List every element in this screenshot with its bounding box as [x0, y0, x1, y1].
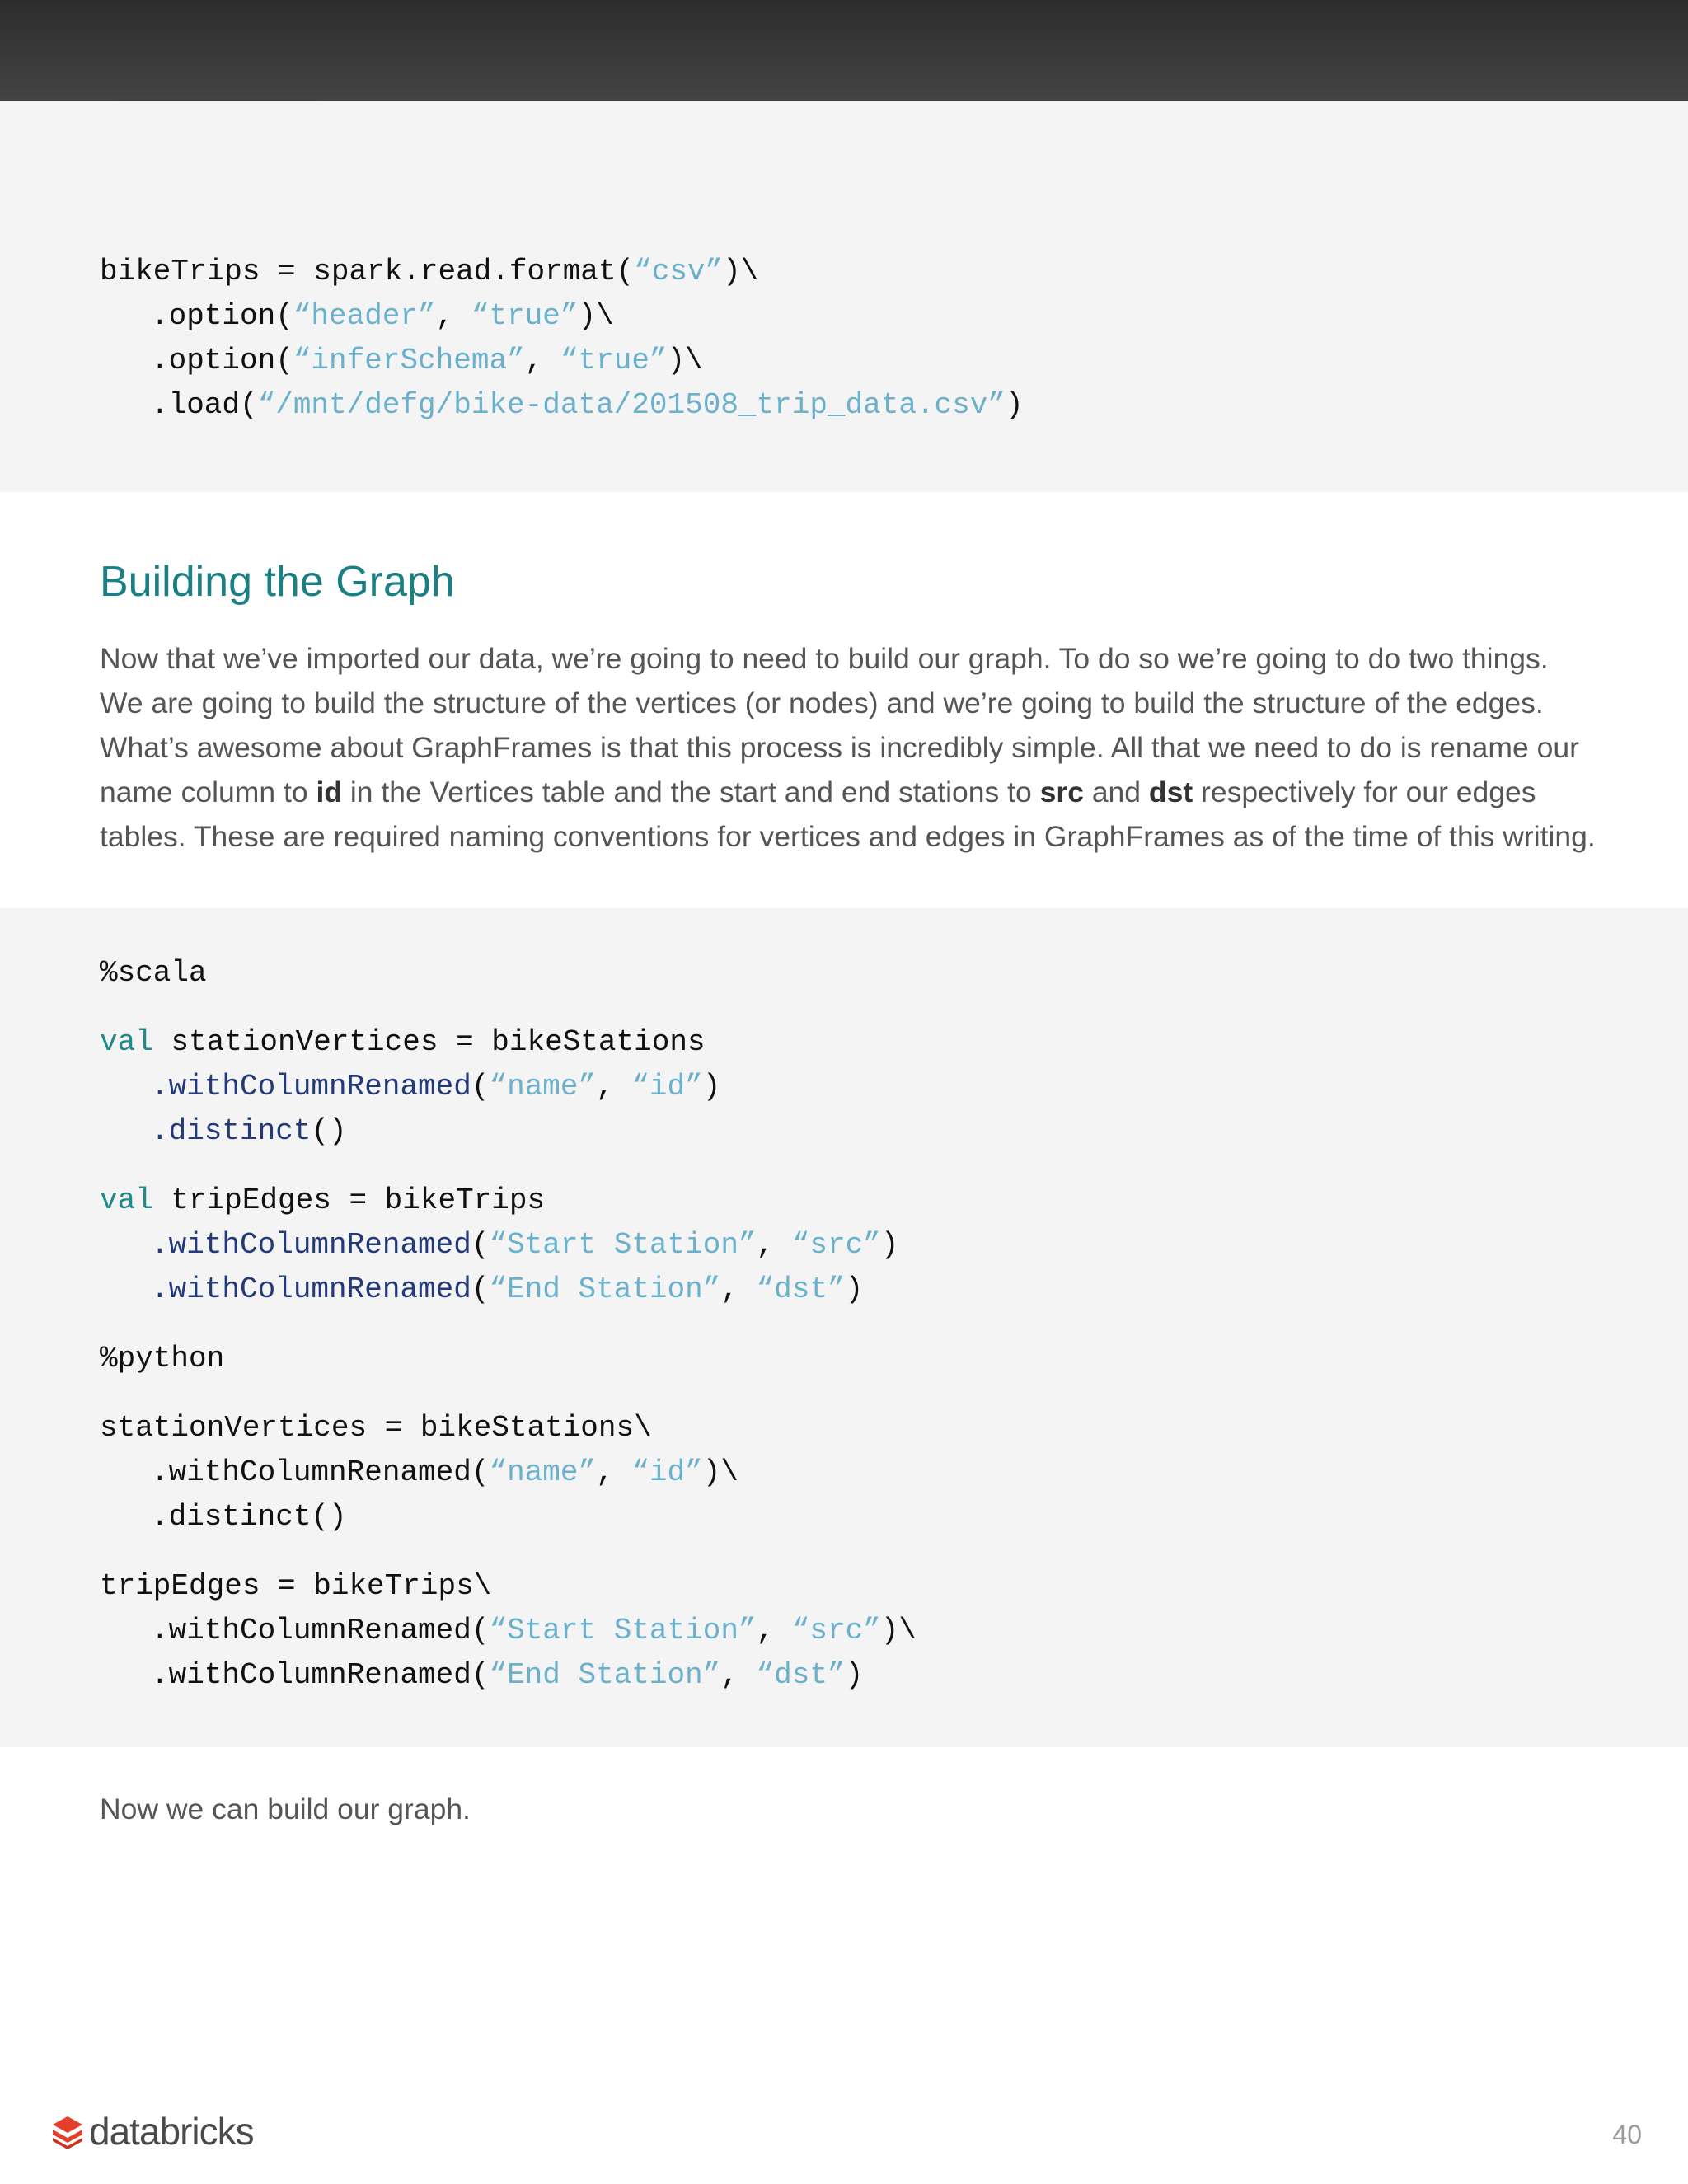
code-line: .withColumnRenamed(“End Station”, “dst”) [151, 1658, 864, 1692]
scala-magic: %scala [100, 956, 207, 990]
top-banner [0, 0, 1688, 101]
page-number: 40 [1612, 2120, 1642, 2149]
databricks-logo [49, 2110, 254, 2153]
python-magic: %python [100, 1342, 225, 1376]
code-panel-graph [0, 908, 1688, 1747]
code-line: stationVertices = bikeStations\ [100, 1411, 652, 1445]
code-line: .withColumnRenamed(“name”, “id”)\ [151, 1455, 738, 1489]
code-line: val stationVertices = bikeStations [100, 1025, 706, 1059]
section-paragraph: Now that we’ve imported our data, we’re going to need to build our graph. To do so we’re going to do two things. We are going to build the structure of the vertices (or nodes) and we’re going to build the structure of the edges. What’s awesome about GraphFrames is that this process is incredibly simple. All that we need to do is rename our name column to id in the Vertices table and the start and end stations to src and dst respectively for our edges tables. These are required naming conventions for vertices and edges in GraphFrames as of the time of this writing. [100, 642, 1596, 853]
code-line: bikeTrips = spark.read.format(“csv”)\ [100, 255, 759, 288]
section-heading: Building the Graph [100, 558, 455, 606]
code-line: .option(“header”, “true”)\ [151, 299, 614, 333]
code-line: .option(“inferSchema”, “true”)\ [151, 344, 703, 377]
code-panel-load [0, 101, 1688, 492]
code-block-load [100, 250, 1024, 428]
code-line: tripEdges = bikeTrips\ [100, 1569, 492, 1603]
code-line: .withColumnRenamed(“name”, “id”) [151, 1070, 721, 1104]
code-line: .withColumnRenamed(“Start Station”, “src”)\ [151, 1614, 917, 1647]
code-line: val tripEdges = bikeTrips [100, 1183, 546, 1217]
closing-text: Now we can build our graph. [100, 1793, 471, 1825]
databricks-logo-icon [49, 2113, 86, 2149]
logo-text: databricks [89, 2110, 254, 2153]
code-block-graph [100, 951, 917, 1698]
code-line: .withColumnRenamed(“End Station”, “dst”) [151, 1272, 864, 1306]
code-line: .withColumnRenamed(“Start Station”, “src”) [151, 1228, 899, 1262]
code-line: .load(“/mnt/defg/bike-data/201508_trip_data.csv”) [151, 388, 1024, 422]
code-line: .distinct() [151, 1500, 347, 1534]
code-line: .distinct() [151, 1114, 347, 1148]
